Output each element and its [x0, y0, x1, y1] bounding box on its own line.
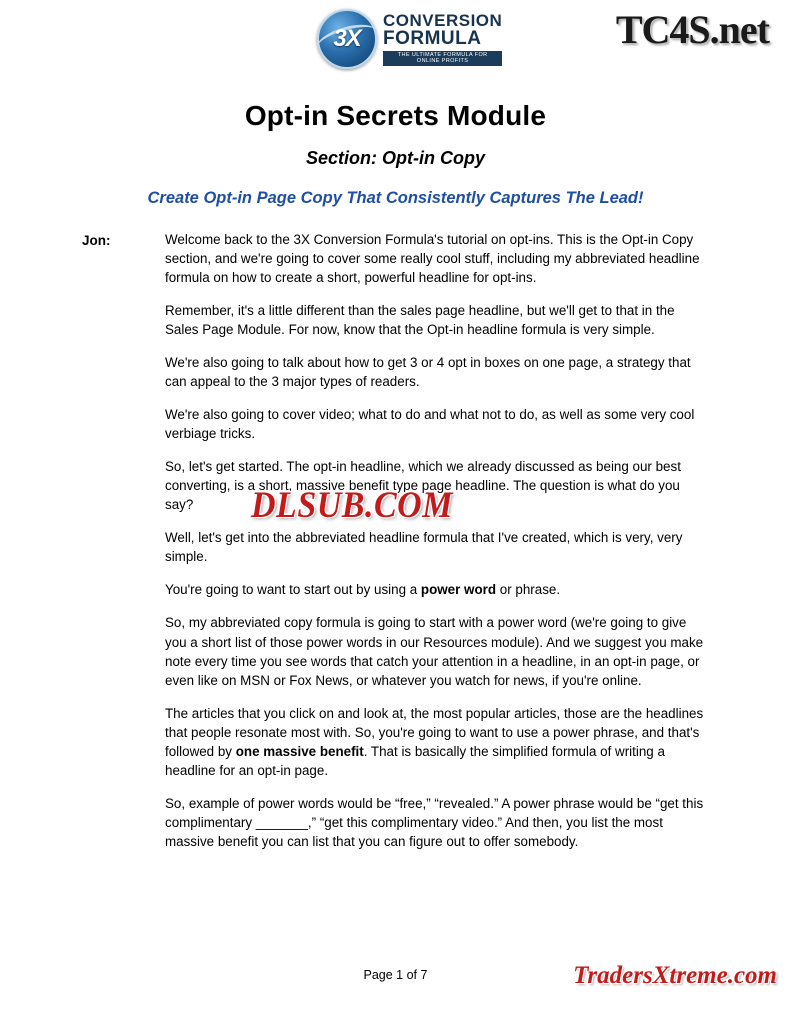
paragraph: Welcome back to the 3X Conversion Formula's tutorial on opt-ins. This is the Opt-in Copy section, and we're going to cover some really cool stuff, including my abbreviated headline formula on how to create a short, powerful headline for opt-ins. [165, 232, 700, 286]
paragraph: Remember, it's a little different than the sales page headline, but we'll get to that in the Sales Page Module. For now, know that the Opt-in headline formula is very simple. [165, 303, 675, 338]
paragraph: So, my abbreviated copy formula is going to start with a power word (we're going to give you a short list of those power words in our Resources module). And we suggest you make note every time you see words that catch your attention in a headline, in an opt-in page, or even like on MSN or Fox News, or whatever you watch for news, if you're online. [165, 615, 704, 688]
paragraph-text-before: You're going to want to start out by using a [165, 582, 421, 598]
emphasis-massive-benefit: one massive benefit [235, 743, 364, 759]
paragraph-text-after: . That is basically the simplified formula of writing a headline for an opt-in page. [165, 743, 665, 778]
emphasis-power-word: power word [420, 582, 497, 598]
logo-line-1: CONVERSION [383, 11, 503, 30]
page-subtitle: Section: Opt-in Copy [306, 148, 485, 168]
paragraph: We're also going to cover video; what to do and what not to do, as well as some very cool verbiage tricks. [165, 407, 695, 442]
paragraph-text-after: or phrase. [496, 582, 561, 598]
watermark: DLSUB.COM [251, 485, 453, 526]
paragraph-power-word [165, 580, 705, 599]
paragraph: Well, let's get into the abbreviated headline formula that I've created, which is very, very simple. [165, 530, 683, 565]
transcript-body [0, 230, 791, 851]
footer-brand: TradersXtreme.com [573, 962, 777, 989]
paragraph: We're also going to talk about how to get 3 or 4 opt in boxes on one page, a strategy that can appeal to the 3 major types of readers. [165, 355, 691, 390]
paragraph: So, let's get started. The opt-in headline, which we already discussed as being our best converting, is a short, massive benefit type page headline. The question is what do you say? [165, 459, 681, 513]
speaker-label: Jon: [82, 233, 111, 248]
logo-mark-text: 3X [333, 25, 361, 52]
conversion-formula-logo [317, 8, 503, 70]
paragraph-text-before: The articles that you click on and look at, the most popular articles, those are the headlines that people resonate most with. So, you're going to want to use a power phrase, and that's followed by [165, 705, 704, 759]
logo-globe-icon [317, 9, 377, 69]
page-footer [0, 962, 791, 1002]
paragraph: So, example of power words would be “free,” “revealed.” A power phrase would be “get this complimentary _______,” “get this complimentary video.” And then, you list the most massive benefit you can list that you can figure out to offer somebody. [165, 795, 704, 849]
site-brand: TC4S.net [615, 7, 769, 52]
paragraph-massive-benefit [165, 704, 705, 780]
page-number: Page 1 of 7 [363, 968, 428, 982]
page-header [0, 0, 791, 86]
logo-tagline: THE ULTIMATE FORMULA FOR ONLINE PROFITS [383, 51, 502, 66]
logo-line-2: FORMULA [383, 28, 482, 49]
page-tagline: Create Opt-in Page Copy That Consistently Captures The Lead! [147, 189, 644, 207]
page-title: Opt-in Secrets Module [244, 100, 547, 131]
transcript-content [165, 230, 705, 851]
logo-wordmark [383, 12, 502, 66]
